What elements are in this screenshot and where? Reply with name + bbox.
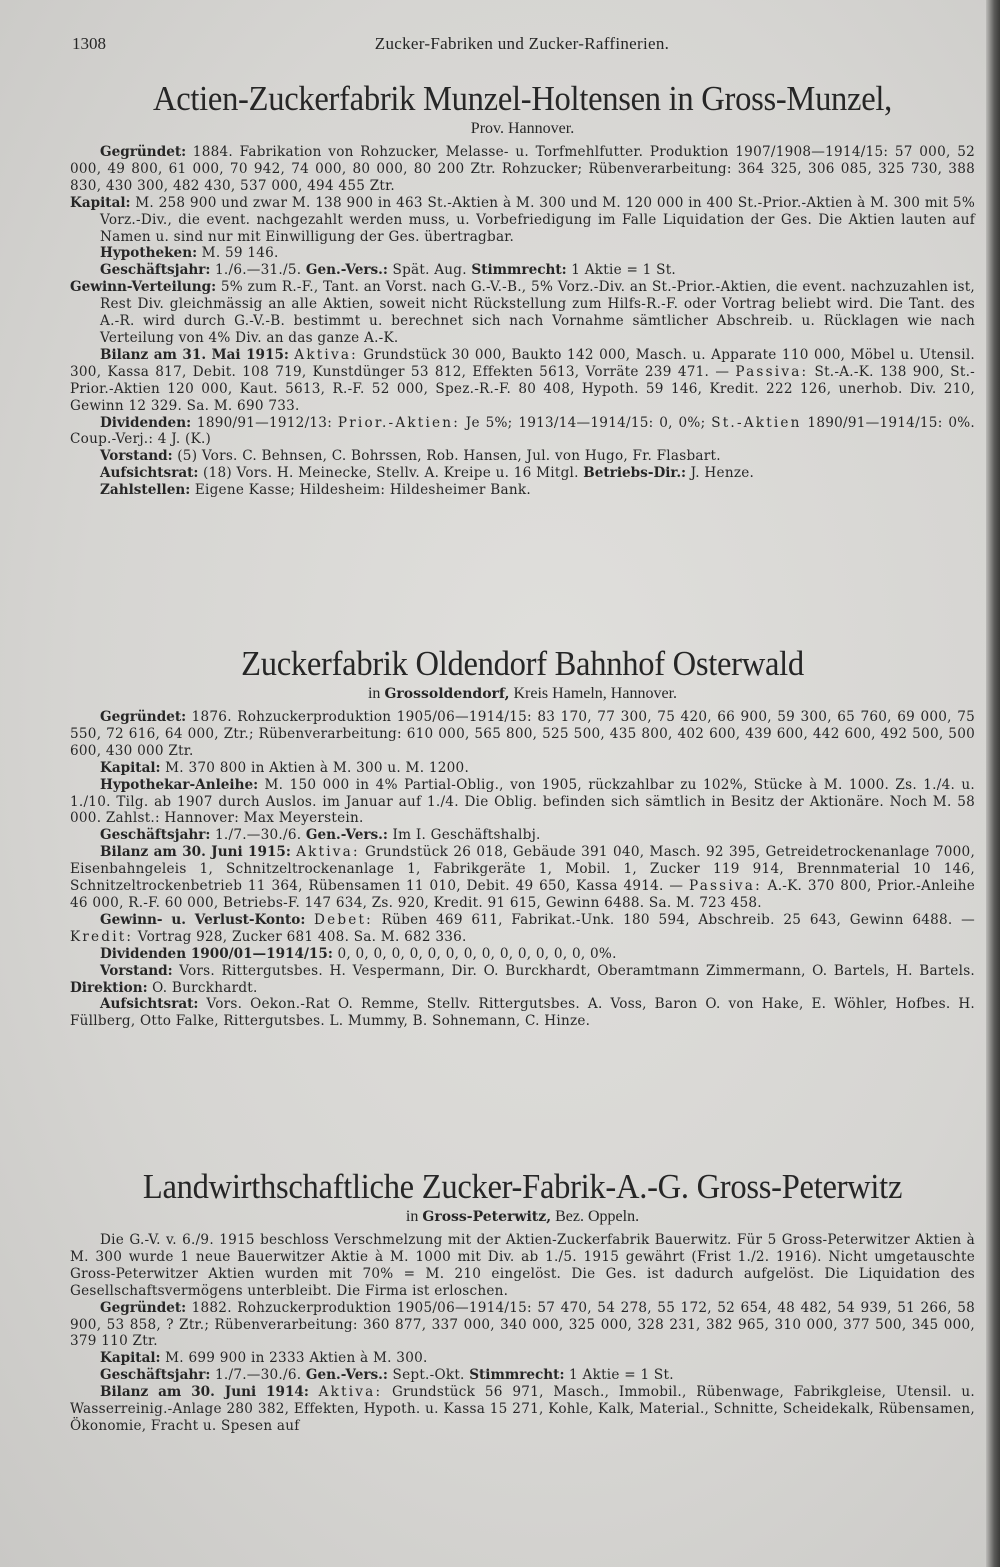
- location-text: Bez. Oppeln.: [551, 1208, 640, 1225]
- field-label: Kapital:: [70, 194, 131, 211]
- field-text: Vors. Oekon.-Rat O. Remme, Stellv. Rittergutsbes. A. Voss, Baron O. von Hake, E. Wöhler, Hofbes. H. Füllberg, Otto Falke, Rittergutsbes. L. Mummy, B. Sohnemann, C. Hinze.: [70, 996, 975, 1030]
- field-text: [305, 912, 314, 928]
- field-label: Direktion:: [70, 979, 148, 996]
- page-number: 1308: [72, 34, 106, 53]
- spaced-label: Aktiva:: [294, 346, 358, 363]
- field-text: (5) Vors. C. Behnsen, C. Bohrssen, Rob. Hansen, Jul. von Hugo, Fr. Flasbart.: [172, 448, 721, 465]
- field-text: M. 370 800 in Aktien à M. 300 u. M. 1200.: [160, 759, 470, 776]
- spaced-label: Prior.-Aktien:: [337, 414, 460, 431]
- field-text: O. Burckhardt.: [147, 979, 258, 996]
- company-title: Landwirthschaftliche Zucker-Fabrik-A.-G. Gross-Peterwitz: [142, 1167, 903, 1206]
- field-text: 5% zum R.-F., Tant. an Vorst. nach G.-V.-B., 5% Vorz.-Div. an St.-Prior.-Aktien, die event. nachzuzahlen ist, Rest Div. gleichmässig an alle Aktien, soweit nicht Rückstellung zum Hilfs-R.-F. oder Vortrag beliebt wird. Die Tant. des A.-R. wird durch G.-V.-B. bestimmt u. berechnet sich nach Vornahme sämtlicher Abschreib. u. Rücklagen wie nach Verteilung von 4% Div. an das ganze A.-K.: [100, 279, 975, 346]
- entry-paragraph: [70, 996, 975, 1030]
- company-entry-gross-peterwitz: [70, 1168, 975, 1435]
- field-label: Stimmrecht:: [471, 262, 567, 279]
- spaced-label: Passiva:: [735, 363, 809, 380]
- location-name: Gross-Peterwitz,: [422, 1209, 552, 1225]
- spaced-label: St.-Aktien: [711, 414, 802, 431]
- spaced-label: Kredit:: [70, 928, 134, 945]
- field-text: M. 150 000 in 4% Partial-Oblig., von 1905, rückzahlbar zu 102%, Stücke à M. 1000. Zs. 1./4. u. 1./10. Tilg. ab 1907 durch Auslos. im Januar auf 1./4. Die Oblig. befinden sich sämtlich in Besitz der Aktionäre. Noch M. 58 000. Zahlst.: Hannover: Max Meyerstein.: [70, 776, 975, 827]
- company-title: Actien-Zuckerfabrik Munzel-Holtensen in Gross-Munzel,: [152, 79, 893, 118]
- field-text: 1./7.—30./6.: [210, 827, 306, 844]
- field-label: Bilanz am 30. Juni 1915:: [100, 844, 291, 861]
- field-label: Gegründet:: [100, 144, 187, 160]
- entry-paragraph: [70, 777, 975, 828]
- entry-paragraph: [70, 415, 975, 449]
- field-text: M. 258 900 und zwar M. 138 900 in 463 St.-Aktien à M. 300 und M. 120 000 in 400 St.-Prior.-Aktien à M. 300 mit 5% Vorz.-Div., die event. nachgezahlt werden muss, u. Vorbefriedigung im Falle Liquidation der Ges. Die Aktien lauten auf Namen u. sind nur mit Einwilligung der Ges. übertragbar.: [100, 194, 975, 245]
- field-text: 1890/91—1912/13:: [191, 414, 338, 431]
- entry-paragraph: [70, 946, 975, 963]
- running-title: Zucker-Fabriken und Zucker-Raffinerien.: [374, 34, 670, 53]
- field-text: Je 5%; 1913/14—1914/15: 0, 0%;: [460, 414, 712, 431]
- entry-paragraph: [70, 195, 975, 246]
- field-text: M. 699 900 in 2333 Aktien à M. 300.: [160, 1350, 428, 1367]
- field-text: (18) Vors. H. Meinecke, Stellv. A. Kreipe u. 16 Mitgl.: [198, 465, 584, 482]
- field-text: Vortrag 928, Zucker 681 408. Sa. M. 682 336.: [133, 928, 467, 945]
- field-text: St.-A.-K. 138 900, St.-Prior.-Aktien 120 000, Kaut. 5613, R.-F. 52 000, Spez.-R.-F. 80 408, Hypoth. 59 146, Kredit. 222 126, unerhob. Div. 210, Gewinn 12 329. Sa. M. 690 733.: [70, 363, 975, 414]
- field-label: Kapital:: [100, 1350, 161, 1367]
- entry-paragraph: [70, 262, 975, 279]
- field-text: [309, 1384, 319, 1400]
- location-text: Kreis Hameln, Hannover.: [509, 685, 678, 702]
- entry-paragraph: [70, 1232, 975, 1300]
- field-label: Kapital:: [100, 759, 161, 776]
- field-text: Eigene Kasse; Hildesheim: Hildesheimer Bank.: [190, 482, 531, 499]
- entry-paragraph: [70, 1367, 975, 1384]
- field-label: Gen.-Vers.:: [305, 827, 388, 844]
- field-label: Gen.-Vers.:: [305, 262, 388, 279]
- entry-paragraph: [70, 1300, 975, 1351]
- entry-paragraph: [70, 963, 975, 997]
- field-label: Zahlstellen:: [100, 482, 191, 499]
- company-entry-munzel-holtensen: [70, 80, 975, 499]
- field-label: Gewinn- u. Verlust-Konto:: [100, 911, 306, 928]
- location-text: in: [367, 685, 385, 702]
- field-label: Geschäftsjahr:: [100, 827, 211, 844]
- field-label: Hypothekar-Anleihe:: [100, 776, 259, 793]
- field-text: 1./7.—30./6.: [210, 1367, 306, 1384]
- field-label: Bilanz am 31. Mai 1915:: [100, 346, 289, 363]
- field-text: J. Henze.: [686, 465, 755, 482]
- field-text: M. 59 146.: [197, 245, 279, 262]
- running-header: [72, 34, 972, 58]
- field-label: Dividenden 1900/01—1914/15:: [100, 945, 333, 962]
- location-text: Prov. Hannover.: [470, 120, 575, 137]
- entry-paragraph: [70, 844, 975, 912]
- field-label: Stimmrecht:: [469, 1367, 565, 1384]
- entry-paragraph: [70, 760, 975, 777]
- field-label: Vorstand:: [100, 962, 173, 979]
- field-label: Betriebs-Dir.:: [583, 465, 687, 482]
- spaced-label: Aktiva:: [296, 844, 360, 861]
- field-text: 1./6.—31./5.: [210, 262, 306, 279]
- entry-paragraph: [70, 448, 975, 465]
- field-label: Gegründet:: [100, 1299, 187, 1316]
- entry-paragraph: [70, 1350, 975, 1367]
- field-text: A.-K. 370 800, Prior.-Anleihe 46 000, R.-F. 60 000, Betriebs-F. 147 634, Zs. 920, Kredit. 91 615, Gewinn 6488. Sa. M. 723 458.: [70, 878, 976, 911]
- field-text: 1 Aktie = 1 St.: [566, 262, 677, 279]
- entry-paragraph: [70, 827, 975, 844]
- location-name: Grossoldendorf,: [384, 686, 510, 702]
- spaced-label: Aktiva:: [318, 1384, 383, 1401]
- company-location: [70, 1206, 975, 1228]
- field-text: Im I. Geschäftshalbj.: [387, 827, 541, 844]
- field-text: Grundstück 26 018, Gebäude 391 040, Masch. 92 395, Getreidetrockenanlage 7000, Eisenbahngeleis 1, Schnitzeltrockenanlage 1, Fabrikgeräte 1, Mobil. 1, Zucker 119 914, Brennmaterial 10 146, Schnitzeltrockenbetrieb 11 364, Rübensamen 11 010, Debit. 49 650, Kassa 4914. —: [70, 844, 976, 895]
- page-edge-shadow: [986, 0, 1000, 1567]
- location-text: in: [405, 1208, 423, 1225]
- field-text: 0, 0, 0, 0, 0, 0, 0, 0, 0, 0, 0, 0, 0, 0, 0%.: [332, 945, 617, 962]
- field-text: Sept.-Okt.: [387, 1367, 470, 1384]
- field-label: Vorstand:: [100, 448, 173, 465]
- entry-paragraph: [70, 912, 975, 946]
- company-entry-oldendorf: [70, 645, 975, 1030]
- field-label: Geschäftsjahr:: [100, 1367, 211, 1384]
- entry-paragraph: [70, 347, 975, 415]
- entry-paragraph: [70, 279, 975, 347]
- field-label: Aufsichtsrat:: [100, 996, 199, 1013]
- field-label: Gegründet:: [100, 709, 187, 725]
- field-text: Grundstück 56 971, Masch., Immobil., Rübenwage, Fabrikgleise, Utensil. u. Wasserreinig.-Anlage 280 382, Effekten, Hypoth. u. Kassa 15 271, Kohle, Kalk, Material., Schnitte, Scheidekalk, Rübensamen, Ökonomie, Fracht u. Spesen auf: [70, 1384, 975, 1434]
- field-label: Geschäftsjahr:: [100, 262, 211, 279]
- spaced-label: Passiva:: [688, 878, 762, 895]
- company-title: Zuckerfabrik Oldendorf Bahnhof Osterwald: [241, 644, 804, 683]
- company-location: [70, 118, 975, 140]
- field-text: 1876. Rohzuckerproduktion 1905/06—1914/15: 83 170, 77 300, 75 420, 66 900, 59 300, 65 760, 69 000, 75 550, 72 616, 64 000, Ztr.; Rübenverarbeitung: 610 000, 565 800, 525 500, 435 800, 402 600, 439 600, 442 600, 492 500, 500 600, 430 000 Ztr.: [70, 709, 975, 759]
- field-text: Rüben 469 611, Fabrikat.-Unk. 180 594, Abschreib. 25 643, Gewinn 6488. —: [372, 911, 975, 928]
- entry-paragraph: [70, 144, 975, 195]
- entry-paragraph: [70, 709, 975, 760]
- field-label: Bilanz am 30. Juni 1914:: [100, 1384, 309, 1401]
- entry-paragraph: [70, 1384, 975, 1435]
- spaced-label: Debet:: [314, 911, 373, 928]
- entry-paragraph: [70, 465, 975, 482]
- field-label: Aufsichtsrat:: [100, 465, 199, 482]
- field-text: 1884. Fabrikation von Rohzucker, Melasse- u. Torfmehlfutter. Produktion 1907/1908—1914/15: 57 000, 52 000, 49 800, 61 000, 70 942, 74 000, 80 000, 80 200 Ztr. Rohzucker; Rübenverarbeitung: 364 325, 306 085, 325 730, 388 830, 430 300, 482 430, 537 000, 494 455 Ztr.: [70, 144, 975, 194]
- field-text: 1890/91—1914/15: 0%. Coup.-Verj.: 4 J. (K.): [70, 414, 975, 448]
- field-label: Dividenden:: [100, 414, 192, 431]
- field-label: Gen.-Vers.:: [305, 1367, 388, 1384]
- field-label: Gewinn-Verteilung:: [70, 279, 217, 296]
- company-location: [70, 683, 975, 705]
- field-text: 1882. Rohzuckerproduktion 1905/06—1914/15: 57 470, 54 278, 55 172, 52 654, 48 482, 54 939, 51 266, 58 900, 53 858, ? Ztr.; Rübenverarbeitung: 360 877, 337 000, 340 000, 325 000, 328 231, 382 965, 310 000, 377 500, 345 000, 379 110 Ztr.: [70, 1299, 975, 1350]
- field-label: Hypotheken:: [100, 245, 198, 262]
- entry-paragraph: [70, 245, 975, 262]
- field-text: 1 Aktie = 1 St.: [564, 1367, 674, 1384]
- field-text: Die G.-V. v. 6./9. 1915 beschloss Verschmelzung mit der Aktien-Zuckerfabrik Bauerwitz. Für 5 Gross-Peterwitzer Aktien à M. 300 wurde 1 neue Bauerwitzer Aktie à M. 1000 mit Div. ab 1./5. 1915 gewährt (Frist 1./2. 1916). Nicht umgetauschte Gross-Peterwitzer Aktien wurden mit 70% = M. 210 eingelöst. Die Ges. ist dadurch aufgelöst. Die Liquidation des Gesellschaftsvermögens unterbleibt. Die Firma ist erloschen.: [70, 1232, 975, 1299]
- field-text: Grundstück 30 000, Baukto 142 000, Masch. u. Apparate 110 000, Möbel u. Utensil. 300, Kassa 817, Debit. 108 719, Kunstdünger 53 812, Effekten 5613, Vorräte 239 471. —: [70, 346, 975, 380]
- field-text: Vors. Rittergutsbes. H. Vespermann, Dir. O. Burckhardt, Oberamtmann Zimmermann, O. Bartels, H. Bartels.: [172, 962, 975, 979]
- field-text: Spät. Aug.: [387, 262, 472, 279]
- entry-paragraph: [70, 482, 975, 499]
